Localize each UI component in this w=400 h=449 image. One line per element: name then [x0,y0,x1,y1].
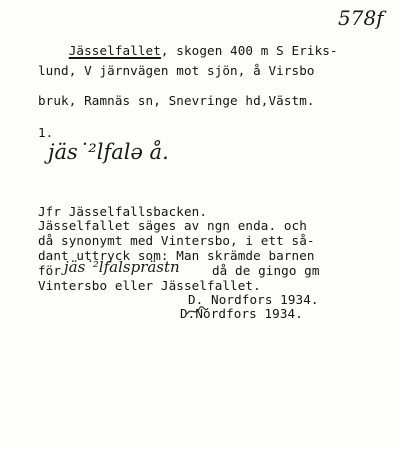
note-line-4: dant uttryck som: Man skrämde barnen [38,248,315,263]
pronunciation-handwritten: jäs˙²lfalə å. [48,140,169,164]
signature-1: D. Nordfors 1934. [188,292,319,307]
header-line-3: bruk, Ramnäs sn, Snevringe hd,Västm. [38,93,315,108]
catalog-number: 578f [338,6,384,30]
handwritten-insert: jäs˙²lfalsprästn [64,258,180,276]
header-line-2: lund, V järnvägen mot sjön, å Virsbo [38,63,315,78]
signature-2: D.Nordfors 1934. [180,306,303,321]
note-line-5-end: då de gingo gm [212,263,320,278]
note-line-3: då synonymt med Vintersbo, i ett så- [38,233,315,248]
note-line-5-start: för [38,263,62,278]
header-line-1-rest: , skogen 400 m S Eriks- [160,43,338,58]
place-name-title: Jässelfallet [68,43,161,58]
note-line-2: Jässelfallet säges av ngn enda. och [38,218,307,233]
note-line-6: Vintersbo eller Jässelfallet. [38,278,261,293]
note-line-1: Jfr Jässelfallsbacken. [38,204,208,219]
section-number: 1. [38,125,54,140]
